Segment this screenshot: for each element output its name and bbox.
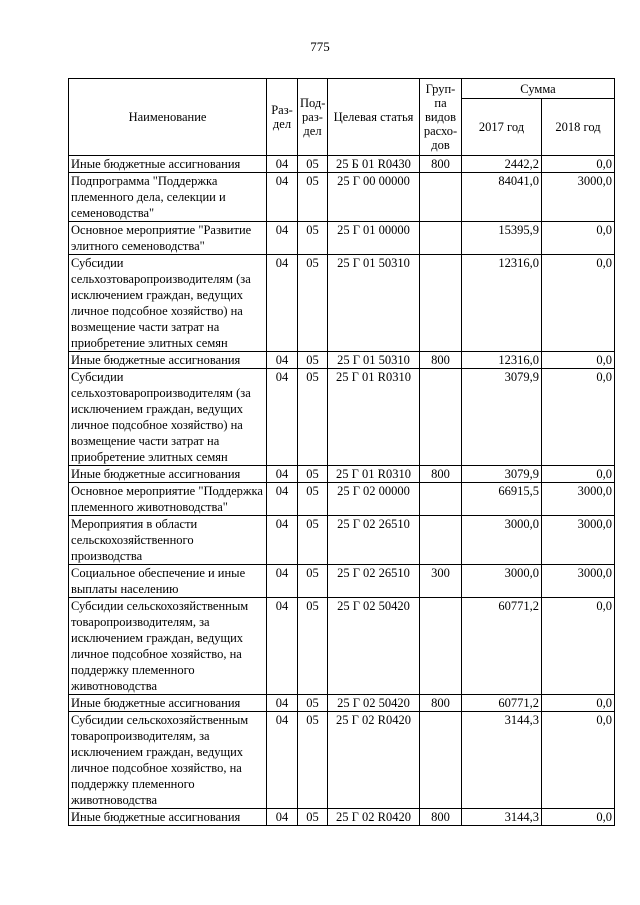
cell-section: 04 (267, 516, 298, 565)
cell-target: 25 Г 02 R0420 (328, 712, 420, 809)
cell-target: 25 Г 01 50310 (328, 352, 420, 369)
cell-target: 25 Г 00 00000 (328, 173, 420, 222)
cell-subsection: 05 (298, 809, 328, 826)
cell-y2018: 0,0 (542, 809, 615, 826)
table-row (69, 712, 615, 809)
header-target: Целевая статья (328, 79, 420, 156)
table-row (69, 809, 615, 826)
cell-group (420, 173, 462, 222)
cell-y2017: 3144,3 (462, 809, 542, 826)
cell-subsection: 05 (298, 222, 328, 255)
cell-y2018: 0,0 (542, 598, 615, 695)
cell-section: 04 (267, 173, 298, 222)
table-row (69, 695, 615, 712)
cell-y2017: 60771,2 (462, 695, 542, 712)
cell-name: Иные бюджетные ассигнования (69, 809, 267, 826)
cell-y2017: 84041,0 (462, 173, 542, 222)
cell-subsection: 05 (298, 369, 328, 466)
cell-y2017: 3144,3 (462, 712, 542, 809)
cell-target: 25 Г 01 00000 (328, 222, 420, 255)
cell-group: 800 (420, 809, 462, 826)
cell-y2018: 3000,0 (542, 516, 615, 565)
cell-y2017: 2442,2 (462, 156, 542, 173)
cell-subsection: 05 (298, 255, 328, 352)
cell-group (420, 222, 462, 255)
cell-subsection: 05 (298, 695, 328, 712)
cell-section: 04 (267, 156, 298, 173)
table-row (69, 483, 615, 516)
cell-y2017: 66915,5 (462, 483, 542, 516)
cell-y2018: 0,0 (542, 369, 615, 466)
cell-y2018: 3000,0 (542, 565, 615, 598)
cell-section: 04 (267, 712, 298, 809)
cell-y2017: 3000,0 (462, 565, 542, 598)
cell-group: 800 (420, 466, 462, 483)
header-2017: 2017 год (462, 99, 542, 156)
cell-y2018: 3000,0 (542, 173, 615, 222)
table-row (69, 173, 615, 222)
cell-group (420, 255, 462, 352)
cell-target: 25 Г 02 50420 (328, 695, 420, 712)
table-header (69, 79, 615, 156)
cell-subsection: 05 (298, 712, 328, 809)
cell-target: 25 Г 01 R0310 (328, 369, 420, 466)
table-row (69, 255, 615, 352)
cell-section: 04 (267, 255, 298, 352)
cell-name: Субсидии сельхозтоваропроизводителям (за исключением граждан, ведущих личное подсобное хозяйство) на возмещение части затрат на приобретение элитных семян (69, 255, 267, 352)
cell-y2018: 0,0 (542, 466, 615, 483)
cell-y2018: 0,0 (542, 712, 615, 809)
cell-section: 04 (267, 369, 298, 466)
table-row (69, 369, 615, 466)
header-subsection: Под-раз-дел (298, 79, 328, 156)
cell-y2017: 3079,9 (462, 369, 542, 466)
cell-group (420, 369, 462, 466)
cell-name: Иные бюджетные ассигнования (69, 156, 267, 173)
cell-y2017: 12316,0 (462, 352, 542, 369)
header-sum: Сумма (462, 79, 615, 99)
cell-y2017: 3000,0 (462, 516, 542, 565)
cell-y2018: 0,0 (542, 222, 615, 255)
cell-target: 25 Г 01 R0310 (328, 466, 420, 483)
table-row (69, 352, 615, 369)
table-row (69, 466, 615, 483)
table-row (69, 598, 615, 695)
cell-name: Субсидии сельскохозяйственным товаропроизводителям, за исключением граждан, ведущих личное подсобное хозяйство, на поддержку племенного животноводства (69, 712, 267, 809)
cell-target: 25 Г 02 26510 (328, 565, 420, 598)
cell-group: 300 (420, 565, 462, 598)
table-row (69, 565, 615, 598)
cell-target: 25 Г 02 50420 (328, 598, 420, 695)
budget-table (68, 78, 615, 826)
table-row (69, 156, 615, 173)
cell-section: 04 (267, 565, 298, 598)
cell-target: 25 Г 01 50310 (328, 255, 420, 352)
cell-section: 04 (267, 466, 298, 483)
cell-subsection: 05 (298, 466, 328, 483)
cell-group: 800 (420, 352, 462, 369)
header-name: Наименование (69, 79, 267, 156)
cell-y2018: 3000,0 (542, 483, 615, 516)
cell-subsection: 05 (298, 173, 328, 222)
table-body (69, 156, 615, 826)
table-row (69, 516, 615, 565)
cell-name: Основное мероприятие "Поддержка племенного животноводства" (69, 483, 267, 516)
header-section: Раз-дел (267, 79, 298, 156)
cell-name: Социальное обеспечение и иные выплаты населению (69, 565, 267, 598)
cell-name: Мероприятия в области сельскохозяйственного производства (69, 516, 267, 565)
cell-target: 25 Б 01 R0430 (328, 156, 420, 173)
cell-name: Иные бюджетные ассигнования (69, 352, 267, 369)
cell-y2018: 0,0 (542, 156, 615, 173)
cell-target: 25 Г 02 R0420 (328, 809, 420, 826)
cell-name: Субсидии сельхозтоваропроизводителям (за исключением граждан, ведущих личное подсобное хозяйство) на возмещение части затрат на приобретение элитных семян (69, 369, 267, 466)
cell-y2017: 15395,9 (462, 222, 542, 255)
cell-section: 04 (267, 222, 298, 255)
cell-y2017: 12316,0 (462, 255, 542, 352)
cell-section: 04 (267, 695, 298, 712)
cell-name: Иные бюджетные ассигнования (69, 695, 267, 712)
cell-target: 25 Г 02 26510 (328, 516, 420, 565)
cell-name: Подпрограмма "Поддержка племенного дела, селекции и семеноводства" (69, 173, 267, 222)
cell-y2018: 0,0 (542, 352, 615, 369)
cell-target: 25 Г 02 00000 (328, 483, 420, 516)
cell-subsection: 05 (298, 483, 328, 516)
cell-group (420, 598, 462, 695)
header-group: Груп-па видов расхо-дов (420, 79, 462, 156)
cell-subsection: 05 (298, 156, 328, 173)
cell-group: 800 (420, 695, 462, 712)
cell-y2017: 3079,9 (462, 466, 542, 483)
cell-group: 800 (420, 156, 462, 173)
cell-section: 04 (267, 352, 298, 369)
cell-section: 04 (267, 809, 298, 826)
cell-group (420, 712, 462, 809)
cell-section: 04 (267, 598, 298, 695)
cell-section: 04 (267, 483, 298, 516)
cell-subsection: 05 (298, 352, 328, 369)
header-2018: 2018 год (542, 99, 615, 156)
cell-subsection: 05 (298, 516, 328, 565)
cell-name: Основное мероприятие "Развитие элитного семеноводства" (69, 222, 267, 255)
cell-name: Иные бюджетные ассигнования (69, 466, 267, 483)
table-row (69, 222, 615, 255)
cell-y2018: 0,0 (542, 695, 615, 712)
cell-subsection: 05 (298, 598, 328, 695)
cell-name: Субсидии сельскохозяйственным товаропроизводителям, за исключением граждан, ведущих личное подсобное хозяйство, на поддержку племенного животноводства (69, 598, 267, 695)
cell-subsection: 05 (298, 565, 328, 598)
cell-group (420, 483, 462, 516)
cell-y2017: 60771,2 (462, 598, 542, 695)
cell-y2018: 0,0 (542, 255, 615, 352)
cell-group (420, 516, 462, 565)
page-number: 775 (310, 39, 330, 54)
